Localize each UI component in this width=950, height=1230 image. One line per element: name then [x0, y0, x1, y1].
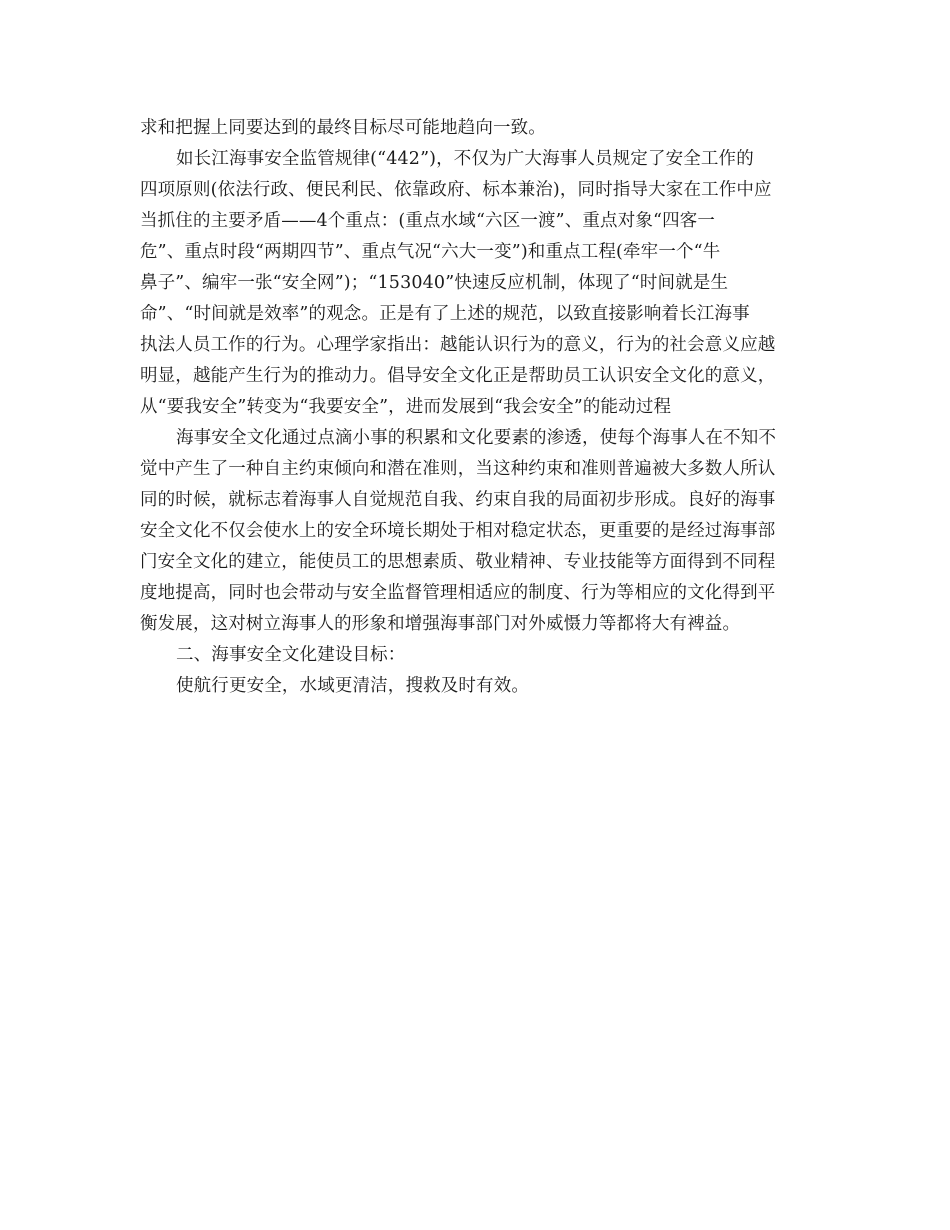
text-line: 安全文化不仅会使水上的安全环境长期处于相对稳定状态，更重要的是经过海事部 — [140, 521, 776, 541]
section-heading: 二、海事安全文化建设目标： — [176, 645, 406, 665]
text-line: 觉中产生了一种自主约束倾向和潜在准则，当这种约束和准则普遍被大多数人所认 — [140, 459, 776, 479]
text-line: 危”、重点时段“两期四节”、重点气况“六大一变”)和重点工程(牵牢一个“牛 — [140, 242, 721, 262]
document-body — [140, 113, 816, 702]
text-line: 使航行更安全，水域更清洁，搜救及时有效。 — [176, 676, 529, 696]
text-line: 海事安全文化通过点滴小事的积累和文化要素的渗透，使每个海事人在不知不 — [176, 428, 777, 448]
text-line: 求和把握上同要达到的最终目标尽可能地趋向一致。 — [140, 118, 546, 138]
text-line: 衡发展，这对树立海事人的形象和增强海事部门对外威慑力等都将大有裨益。 — [140, 614, 741, 634]
text-line: 四项原则(依法行政、便民利民、依靠政府、标本兼治)，同时指导大家在工作中应 — [140, 180, 772, 200]
text-line: 度地提高，同时也会带动与安全监督管理相适应的制度、行为等相应的文化得到平 — [140, 583, 776, 603]
text-line: 明显，越能产生行为的推动力。倡导安全文化正是帮助员工认识安全文化的意义， — [140, 366, 776, 386]
text-line: 命”、“时间就是效率”的观念。正是有了上述的规范，以致直接影响着长江海事 — [140, 304, 750, 324]
text-line: 门安全文化的建立，能使员工的思想素质、敬业精神、专业技能等方面得到不同程 — [140, 552, 776, 572]
text-line: 从“要我安全”转变为“我要安全”，进而发展到“我会安全”的能动过程 — [140, 397, 672, 417]
text-line: 鼻子”、编牢一张“安全网”)；“153040”快速反应机制，体现了“时间就是生 — [140, 273, 729, 293]
text-line: 当抓住的主要矛盾——4个重点：(重点水域“六区一渡”、重点对象“四客一 — [140, 211, 716, 231]
text-line: 如长江海事安全监管规律(“442”)，不仅为广大海事人员规定了安全工作的 — [176, 149, 754, 169]
text-line: 同的时候，就标志着海事人自觉规范自我、约束自我的局面初步形成。良好的海事 — [140, 490, 776, 510]
text-line: 执法人员工作的行为。心理学家指出：越能认识行为的意义，行为的社会意义应越 — [140, 335, 776, 355]
